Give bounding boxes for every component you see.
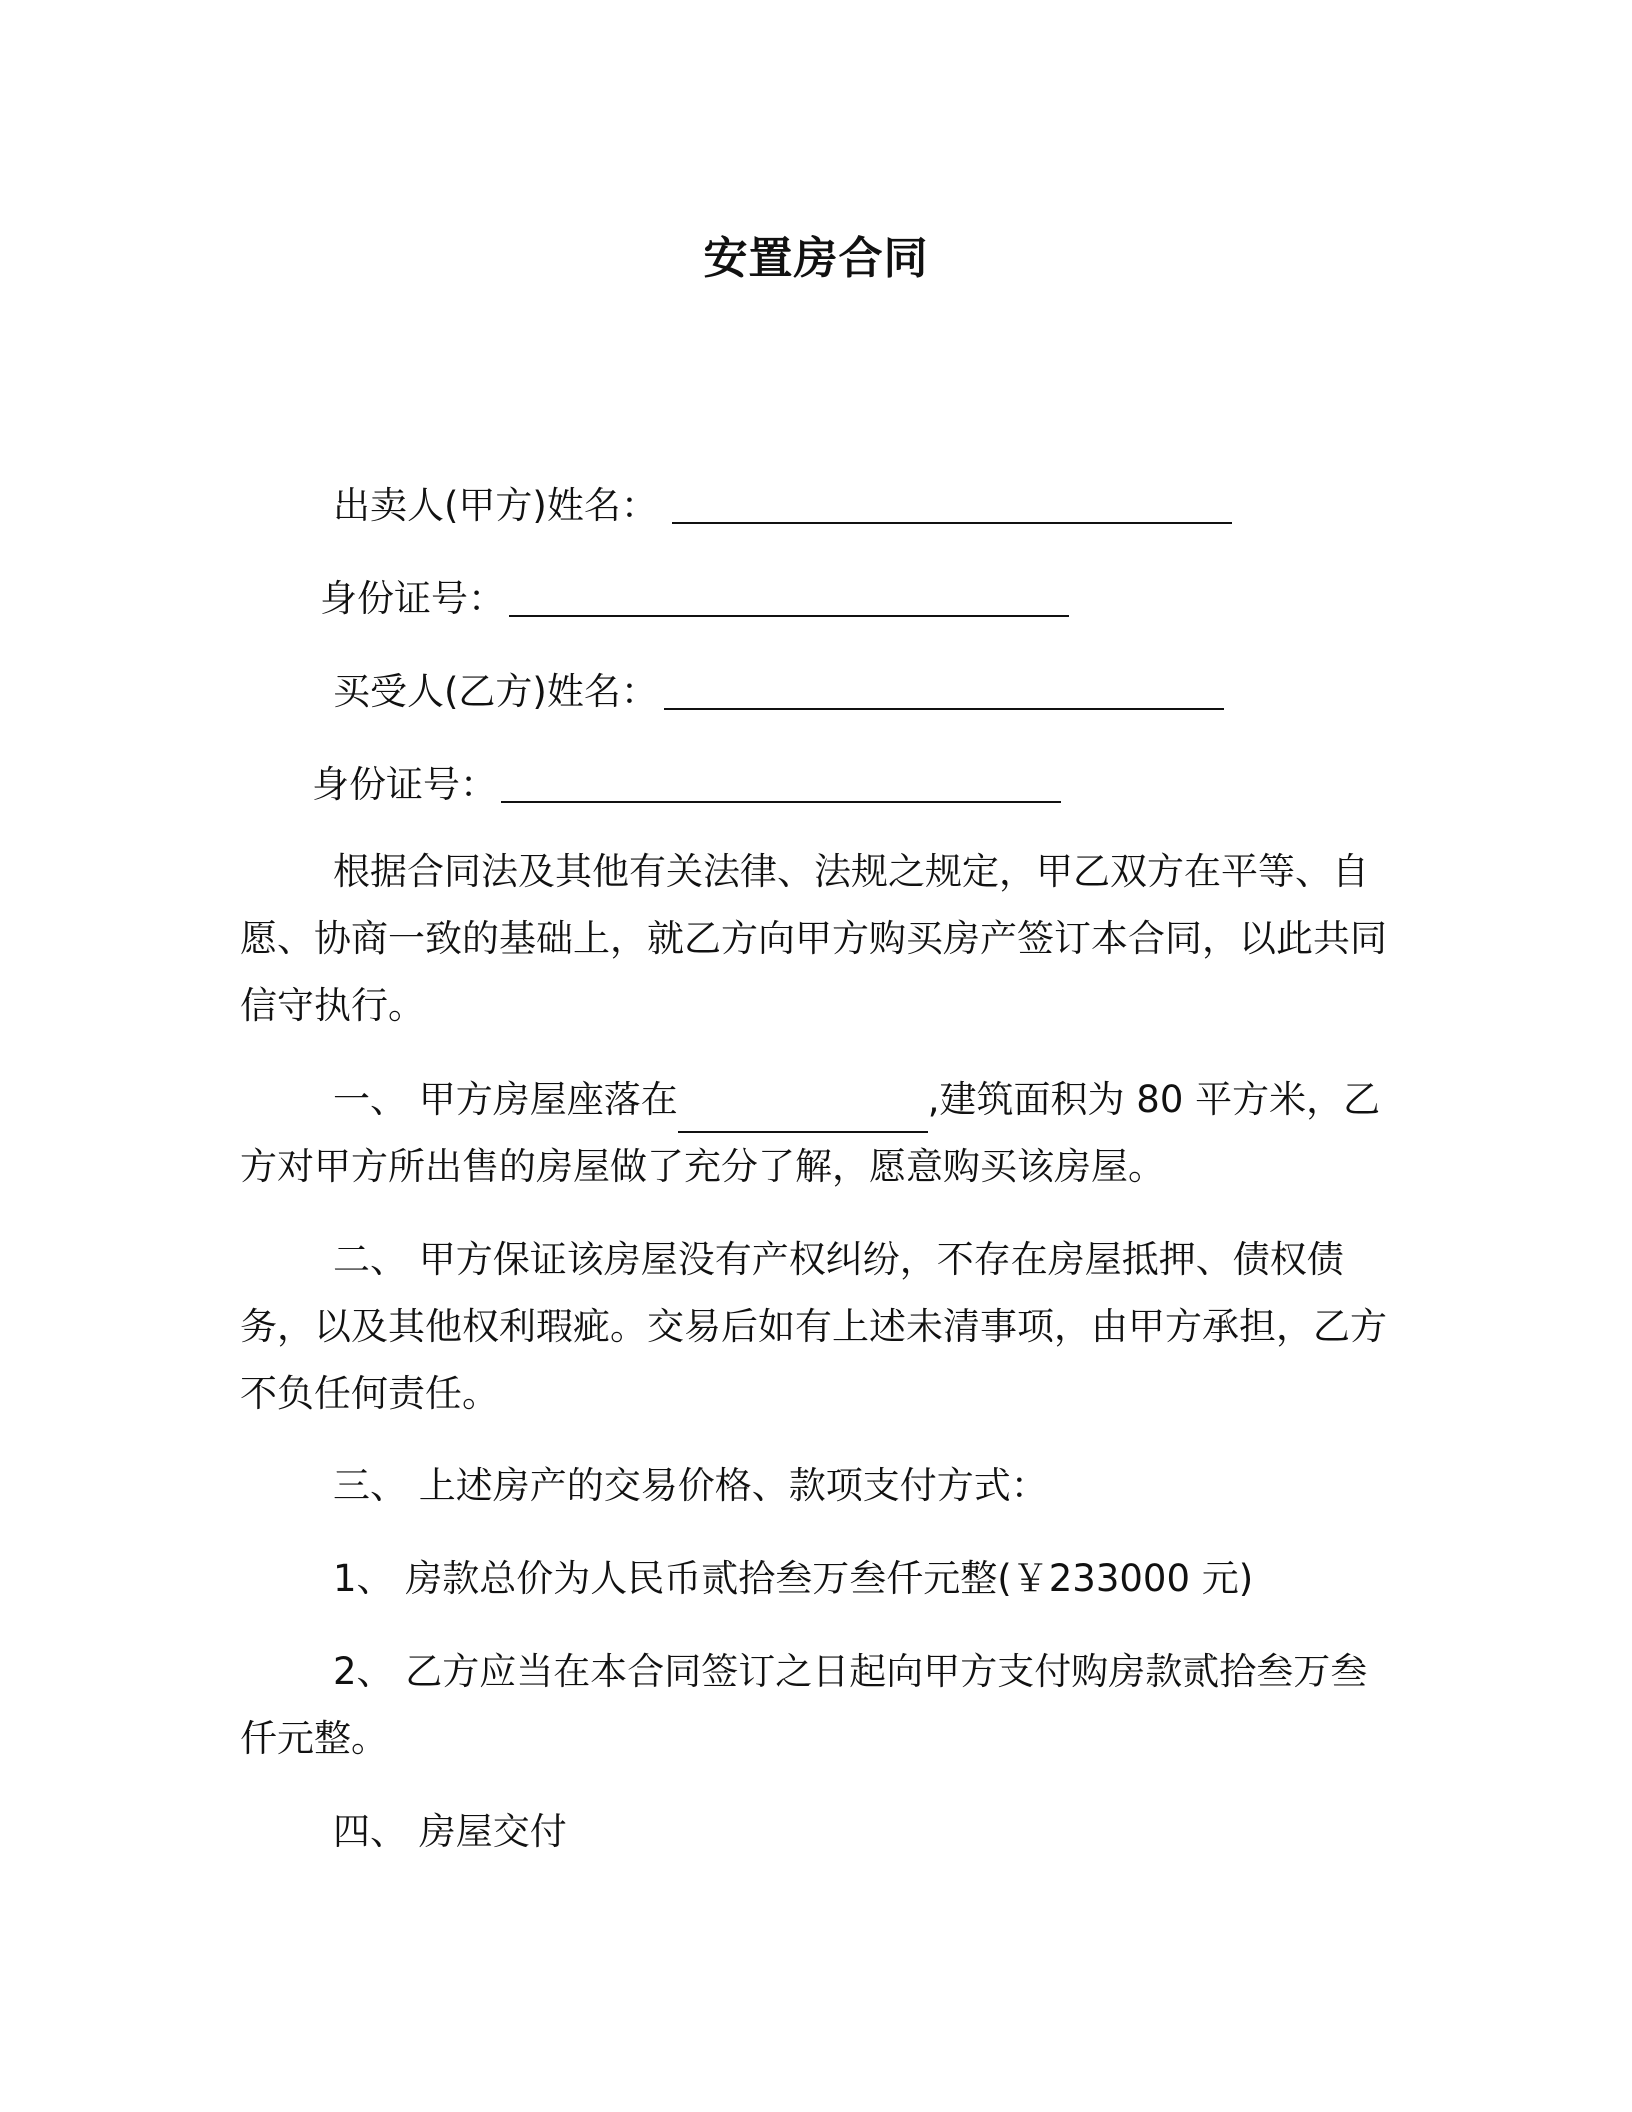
seller-id-line xyxy=(320,577,1069,620)
buyer-name-label: 买受人(乙方)姓名： xyxy=(333,670,658,713)
document-title: 安置房合同 xyxy=(703,233,929,284)
clause-3: 三、 上述房产的交易价格、款项支付方式： xyxy=(333,1464,1048,1507)
seller-id-label: 身份证号： xyxy=(320,577,505,620)
clause-1 xyxy=(240,1066,1400,1200)
seller-name-label: 出卖人(甲方)姓名： xyxy=(333,484,658,527)
clause-1-prefix: 一、 甲方房屋座落在 xyxy=(333,1078,678,1121)
intro-paragraph: 根据合同法及其他有关法律、法规之规定，甲乙双方在平等、自愿、协商一致的基础上，就乙方向甲方购买房产签订本合同，以此共同信守执行。 xyxy=(240,850,1387,1027)
clause-3-item-1: 1、 房款总价为人民币贰拾叁万叁仟元整(￥233000 元) xyxy=(333,1557,1254,1600)
buyer-name-line xyxy=(333,670,1224,713)
buyer-id-label: 身份证号： xyxy=(312,763,497,806)
buyer-name-blank[interactable] xyxy=(664,672,1224,710)
seller-name-blank[interactable] xyxy=(672,486,1232,524)
buyer-id-line xyxy=(312,763,1061,806)
clause-3-item-2: 2、 乙方应当在本合同签订之日起向甲方支付购房款贰拾叁万叁仟元整。 xyxy=(240,1650,1368,1760)
clause-4: 四、 房屋交付 xyxy=(333,1810,567,1853)
location-blank[interactable] xyxy=(678,1095,928,1133)
buyer-id-blank[interactable] xyxy=(501,765,1061,803)
clause-2: 二、 甲方保证该房屋没有产权纠纷，不存在房屋抵押、债权债务，以及其他权利瑕疵。交易后如有上述未清事项，由甲方承担，乙方不负任何责任。 xyxy=(240,1238,1387,1415)
seller-id-blank[interactable] xyxy=(509,579,1069,617)
seller-name-line xyxy=(333,484,1232,527)
clause-1-suffix: ,建筑面积为 80 平方米，乙方对甲方所出售的房屋做了充分了解，愿意购买该房屋。 xyxy=(240,1078,1381,1188)
